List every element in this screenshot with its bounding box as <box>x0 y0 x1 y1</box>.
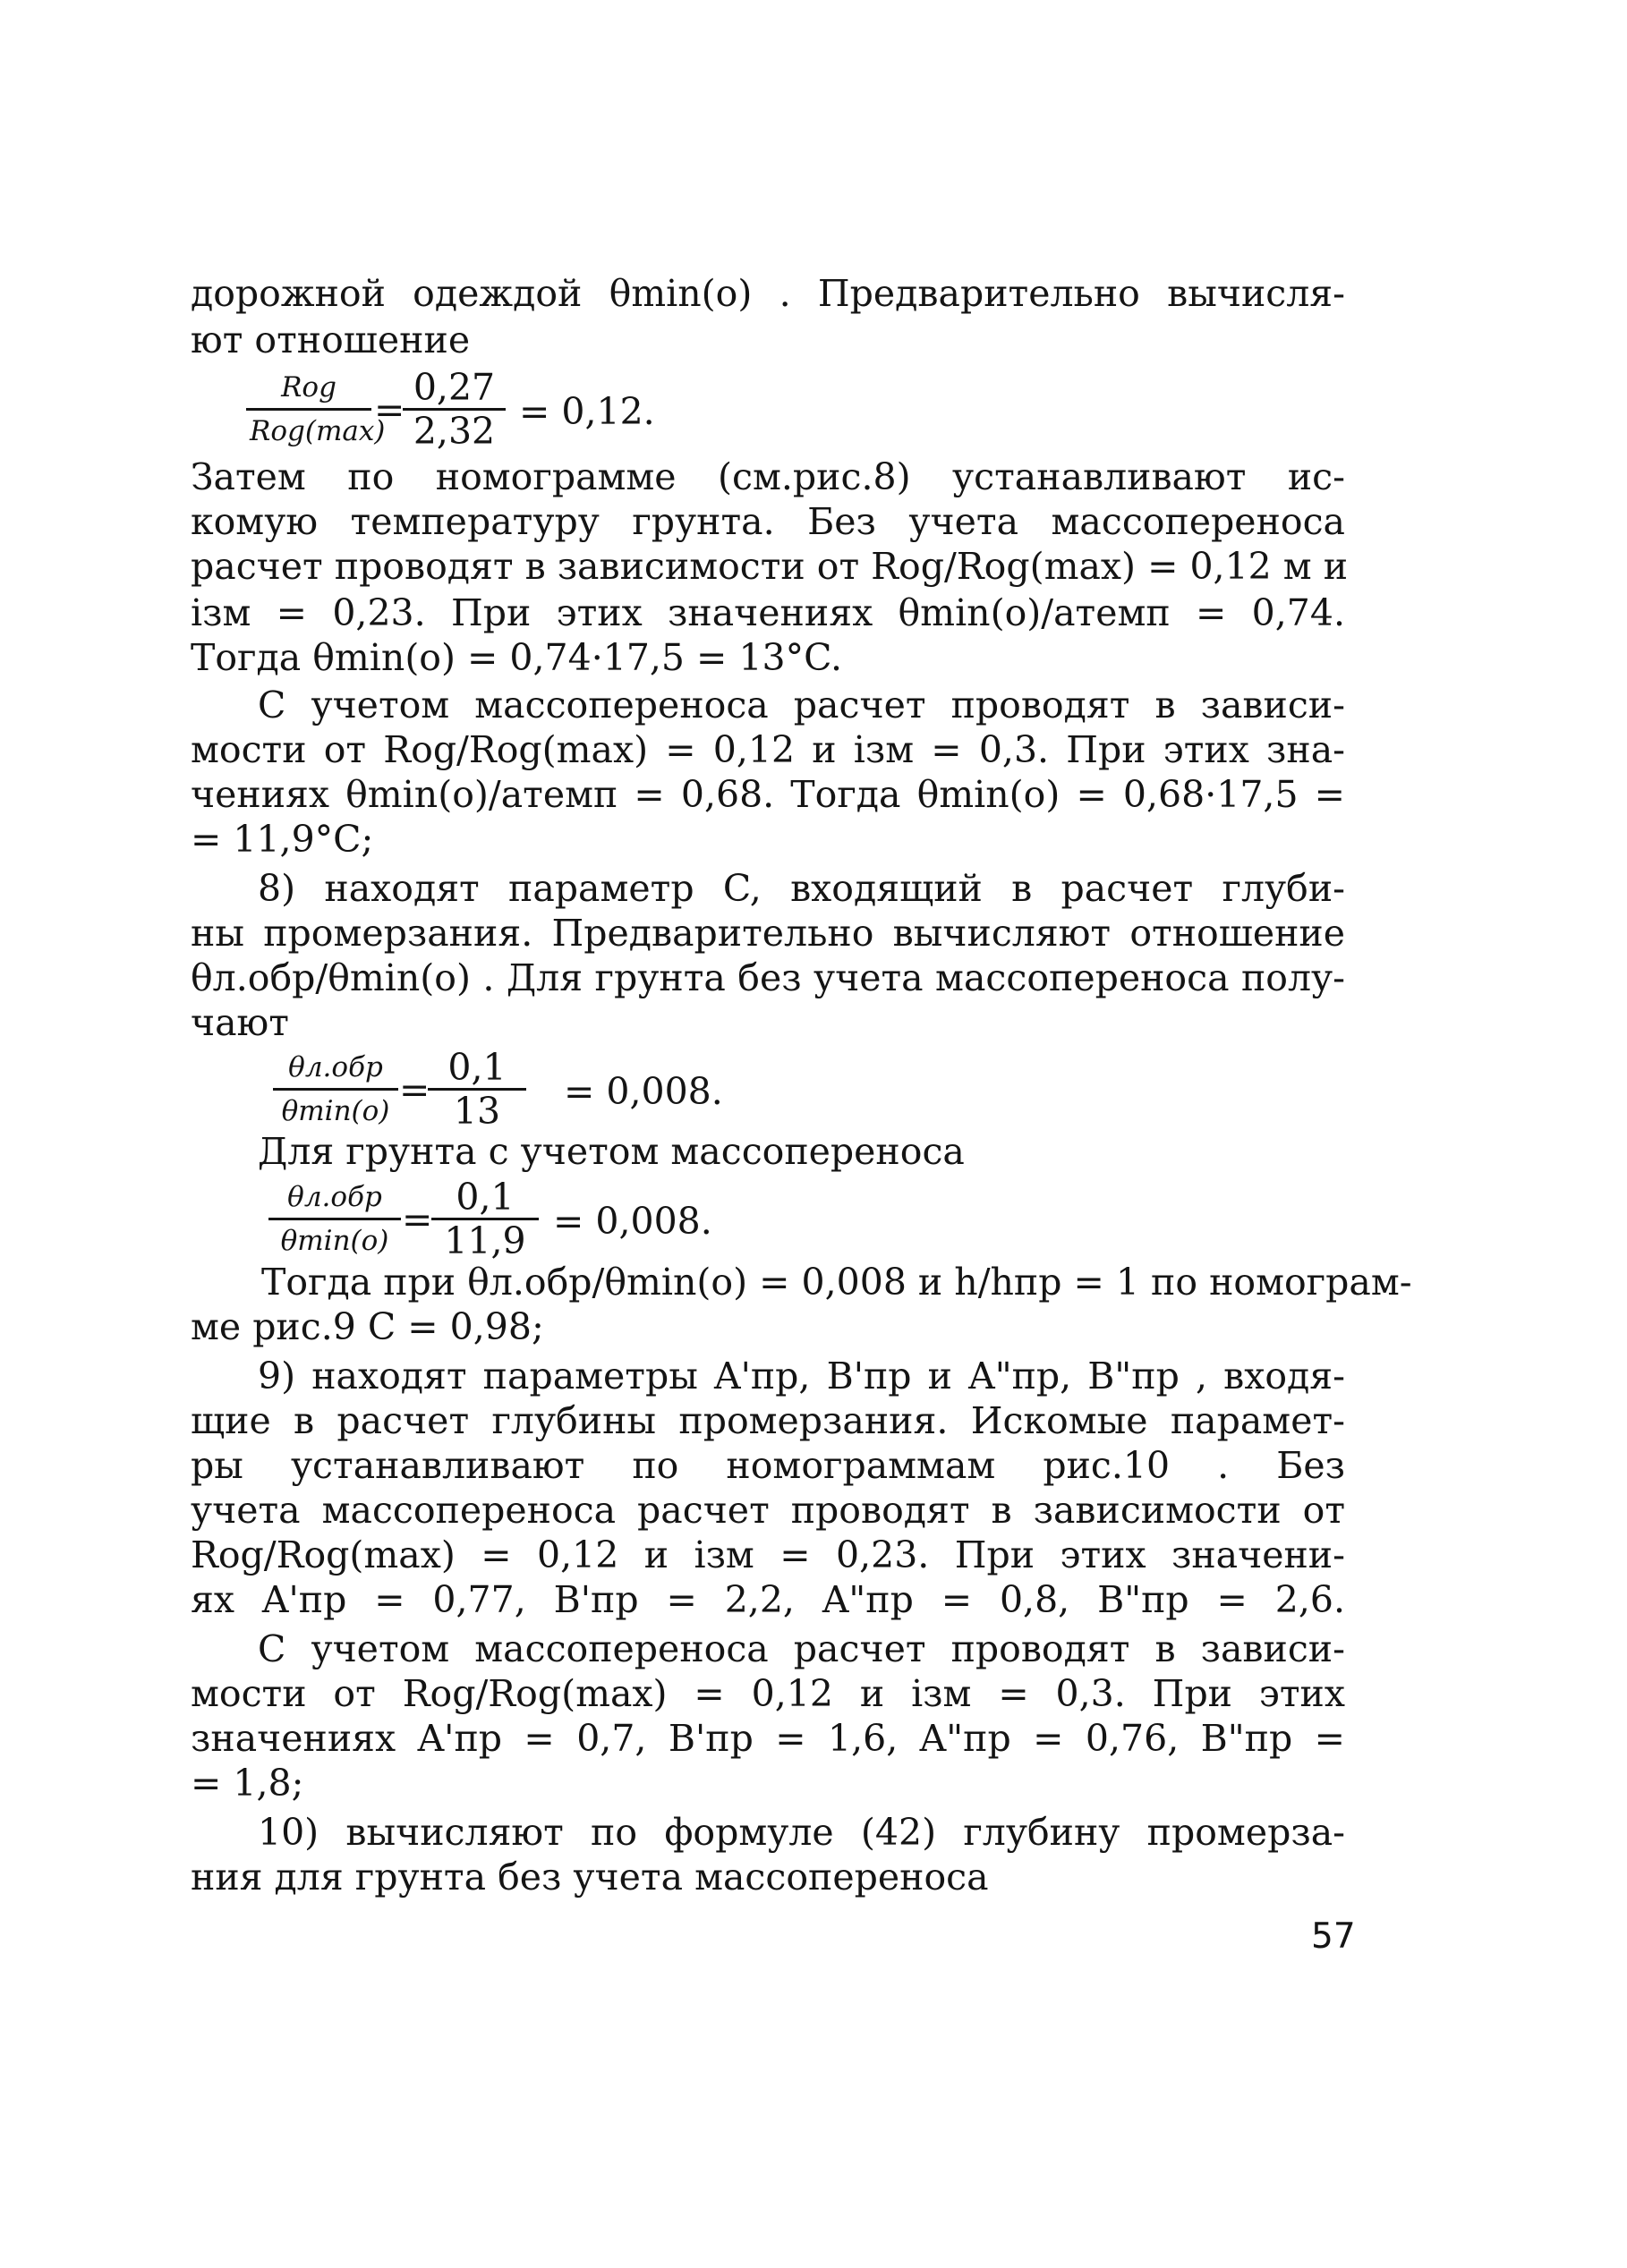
text-line: = 11,9°C; <box>191 818 374 861</box>
equation-result: = 0,008. <box>553 1200 712 1243</box>
equation-result: = 0,008. <box>564 1070 723 1113</box>
text-line: мости от Rog/Rog(max) = 0,12 и iзм = 0,3. При этих <box>191 1672 1345 1715</box>
text-line: учета массопереноса расчет проводят в зависимости от <box>191 1489 1345 1532</box>
equation-result: = 0,12. <box>519 390 655 433</box>
equals-sign: = <box>399 1068 430 1111</box>
text-line: 10) вычисляют по формуле (42) глубину промерза- <box>258 1811 1345 1854</box>
text-line: щие в расчет глубины промерзания. Искомые парамет- <box>191 1399 1345 1442</box>
text-line: расчет проводят в зависимости от Rog/Rog(max) = 0,12 м и <box>191 545 1349 588</box>
fraction-value: $\frac{0,1}{11,9}$ <box>431 1176 539 1261</box>
text-line: θл.обр/θmin(o) . Для грунта без учета массопереноса полу- <box>191 956 1345 999</box>
text-line: ны промерзания. Предварительно вычисляют отношение <box>191 912 1345 955</box>
equals-sign: = <box>374 388 405 431</box>
text-line: чают <box>191 1001 289 1044</box>
text-line: дорожной одеждой θmin(o) . Предварительно вычисля- <box>191 272 1345 315</box>
text-line: ме рис.9 C = 0,98; <box>191 1305 544 1348</box>
text-line: ры устанавливают по номограммам рис.10 . Без <box>191 1444 1345 1487</box>
page-number: 57 <box>1311 1916 1356 1957</box>
text-line: 9) находят параметры A'пр, B'пр и A"пр, B"пр , входя- <box>258 1355 1345 1397</box>
text-line: значениях A'пр = 0,7, B'пр = 1,6, A"пр = 0,76, B"пр = <box>191 1717 1345 1760</box>
fraction-value: $\frac{0,27}{2,32}$ <box>403 367 506 452</box>
text-line: Для грунта с учетом массопереноса <box>258 1130 965 1173</box>
fraction-value: $\frac{0,1}{13}$ <box>428 1047 526 1132</box>
fraction-symbol: θл.обр θmin(o) <box>273 1047 398 1132</box>
text-line: С учетом массопереноса расчет проводят в зависи- <box>258 684 1345 726</box>
text-line: Тогда при θл.обр/θmin(o) = 0,008 и h/hпр = 1 по номограм- <box>261 1261 1412 1304</box>
text-line: Затем по номограмме (см.рис.8) устанавливают ис- <box>191 455 1345 498</box>
text-line: С учетом массопереноса расчет проводят в зависи- <box>258 1627 1345 1670</box>
text-line: Тогда θmin(o) = 0,74·17,5 = 13°C. <box>191 636 843 679</box>
text-line: комую температуру грунта. Без учета массопереноса <box>191 500 1345 543</box>
text-line: ют отношение <box>191 319 471 361</box>
text-line: iзм = 0,23. При этих значениях θmin(o)/aтемп = 0,74. <box>191 591 1345 634</box>
text-line: Rog/Rog(max) = 0,12 и iзм = 0,23. При этих значени- <box>191 1533 1345 1576</box>
text-line: ях A'пр = 0,77, B'пр = 2,2, A"пр = 0,8, B"пр = 2,6. <box>191 1578 1345 1621</box>
text-line: чениях θmin(o)/aтемп = 0,68. Тогда θmin(o) = 0,68·17,5 = <box>191 773 1345 816</box>
fraction-symbol: Rog Rog(max) <box>246 367 371 452</box>
text-line: ния для грунта без учета массопереноса <box>191 1856 989 1898</box>
fraction-symbol: θл.обр θmin(o) <box>268 1176 401 1261</box>
text-line: = 1,8; <box>191 1762 304 1805</box>
text-line: мости от Rog/Rog(max) = 0,12 и iзм = 0,3. При этих зна- <box>191 728 1345 771</box>
equals-sign: = <box>402 1198 433 1241</box>
text-line: 8) находят параметр C, входящий в расчет глуби- <box>258 867 1345 910</box>
